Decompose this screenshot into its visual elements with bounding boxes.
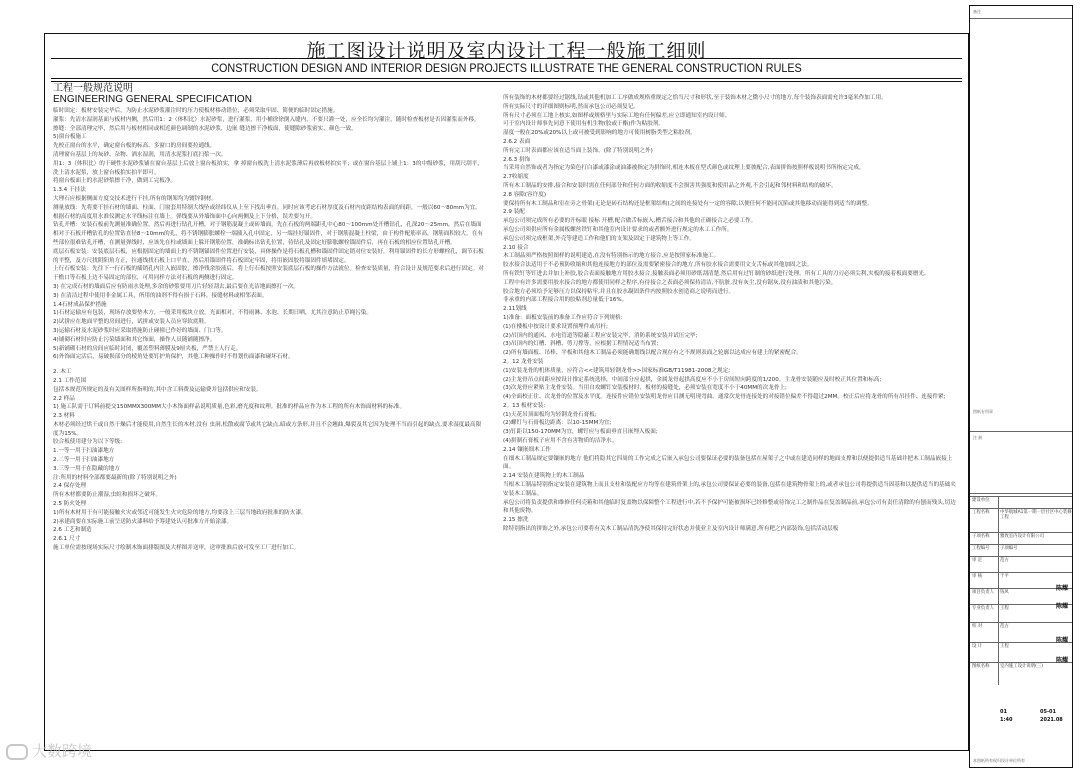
right-paragraph: (3)次龙骨应紧贴主龙骨安装。当用自攻螺钉安装板材时，板材的接缝处，必须安装在宽度不小于40MM的次龙骨上; xyxy=(503,385,787,392)
left-paragraph: 包括本规范所规定的及有关图样所指明的,其中含工料费及运输费并包括供应和安装。 xyxy=(53,386,262,393)
signature-mark: 陈耀 xyxy=(1055,657,1068,664)
title-block-divider xyxy=(970,431,1072,432)
title-block-note-label: 备注 xyxy=(973,9,981,14)
title-block-cell-divider xyxy=(998,557,999,573)
left-paragraph: 2. 木工 xyxy=(53,369,72,376)
title-block xyxy=(969,5,1073,768)
signature-mark: 陈耀 xyxy=(1055,585,1068,592)
right-paragraph: 可于室内设计师事先同意下使用有机生物(胶或干酯)作为粘胶剂。 xyxy=(503,121,664,128)
left-paragraph: 1.3.4 干挂法 xyxy=(53,187,86,194)
left-paragraph: 4)铺砌石材时应防止污染墙面和其它饰面，操作人员随铺随擦净。 xyxy=(53,336,216,343)
right-paragraph: 2.15 擦洗 xyxy=(503,517,529,524)
left-paragraph: 2.2 样品 xyxy=(53,395,75,402)
right-paragraph: 2.6.2 表面 xyxy=(503,138,531,145)
title-block-divider xyxy=(970,18,1072,19)
right-paragraph: 2.7收缩度 xyxy=(503,174,529,181)
right-paragraph: 所有木工制品的安排,接合和安装时需在任何部分和任何方面的收缩度不会损害其强度和使用品之外观,不会引起和邻材料和结构的破坏。 xyxy=(503,182,837,189)
right-paragraph: 胶水接合法适用于不必预防收缩和其他连接地方的部位及需要紧密接合的地方,所有胶水接合需要用文支舌标或其他加固之法。 xyxy=(503,262,813,269)
watermark-logo-icon xyxy=(6,744,28,760)
drawing-frame xyxy=(44,33,969,751)
left-paragraph: 木材必须经过烘干或自然干燥后才能使用,自然生长的木材,没有 虫洞,松散或腐节或其它缺点,暗或方条形,并且不会翘曲,爆裂及其它因为处理不当而引起的缺点,要求湿度最高限度为15%。 xyxy=(53,421,482,437)
right-paragraph: 胶合地方必须给予足够压力以保持粘牢,并且在胶水凝固条件内按照胶水创造商之说明而进行。 xyxy=(503,288,735,295)
right-paragraph: 2.11划线 xyxy=(503,306,527,313)
title-block-field-value: 雅致室内设计有限公司 xyxy=(1000,534,1044,539)
right-paragraph: 承包公司须完成框架,外壳等建造工作和他们的支架及固定于建筑物上等工作。 xyxy=(503,235,695,242)
title-block-field-value: 王程 xyxy=(1000,644,1009,649)
right-paragraph: 2.10 接合 xyxy=(503,244,529,251)
left-paragraph: 2)承建商要在实际施工前呈送防火漆料给予筹建处认可批准方开始涂漆。 xyxy=(53,518,233,525)
sheet-date: 2021.08 xyxy=(1040,717,1063,723)
right-paragraph: (1)在楼板中按设计要求设置预埋件或吊杆; xyxy=(503,323,608,330)
title-block-field-label: 项目负责人 xyxy=(972,590,994,595)
title-block-register-label: 注 册 xyxy=(973,435,983,440)
title-block-field-label: 子项名称 xyxy=(972,534,990,539)
right-paragraph: 2.6.3 拼饰 xyxy=(503,156,531,163)
left-paragraph: 先校正窗台的水平，确定窗台板的标高、多窗口的房间要拉通线。 xyxy=(53,143,216,150)
right-paragraph: 2。12 龙骨安装 xyxy=(503,358,544,365)
left-paragraph: 2.6.1 尺寸 xyxy=(53,536,81,543)
title-block-field-value: 钱风 xyxy=(1000,590,1009,595)
left-paragraph: 用1：3（体积比）的干硬性水泥砂浆铺在窗台基层上后放上窗台板拍实，拿 掉窗台板洗上清水泥浆薄后再放板材拍实平；或在窗台基层上铺上1：3的中级砂浆，用刮尺刮平，洗上清水泥浆，放上窗台板拍实拍平即可。 xyxy=(53,160,483,176)
left-paragraph: 2.4 保存处理 xyxy=(53,483,87,490)
left-paragraph: 测量放线：先将要干挂石材的墙面、柱面、门窗套用特制大线坠或经纬仪从上至下找出垂直。同时应该考虑石材厚度及石材内皮距结构表面的间距，一般以60～80mm为宜。根据石材的高度用水准仪测定水平线标注在墙上。弹线要从外墙饰面中心向两侧及上下分格，误差要匀开。 xyxy=(53,204,481,220)
title-block-row xyxy=(970,662,1072,685)
left-paragraph: 2.6 工艺和制造 xyxy=(53,527,92,534)
spec-column-right xyxy=(503,94,958,534)
left-paragraph: 大理石应根据侧面方度交技术进行干挂,所有的钢架均为镀锌钢材。 xyxy=(53,195,217,202)
left-paragraph: 2.5 防火处理 xyxy=(53,501,87,508)
left-paragraph: 2.1 工作范围 xyxy=(53,377,87,384)
title-block-field-label: 建设单位 xyxy=(972,498,990,503)
sheet-scale: 1:40 xyxy=(1000,717,1013,723)
title-block-field-value: 室内施工设计说明(三) xyxy=(1000,664,1043,669)
right-paragraph: 所有尺寸必须在工地上核实,如图样或规格里与实际工地有任何偏差,应立即通知室内设计师。 xyxy=(503,112,731,119)
right-paragraph: 当采用自然饰或者为指定为染色打白漆或漆涂或油漆被指定为拼饰时,相连木板在型式颜色或纹理上要彼配合,表面拼饰按照样板说明书所指定完成。 xyxy=(503,165,865,172)
right-paragraph: (3)钉距以150-170MM为宜，螺钉应与板面垂直且嵌埋入板面; xyxy=(503,429,658,436)
title-block-row xyxy=(970,508,1072,533)
document-title-cn: 施工图设计说明及室内设计工程一般施工细则 xyxy=(306,40,707,62)
right-paragraph: 所有铁钉等钉进去并加上补胶,胶合表面接触地方用胶水接合,接触表面必须用砂纸刮清楚,然后用有过钉制的砂纸进行处理。所有工具的刀刃必须尖利,夹板的接着板面要磨光。 xyxy=(503,270,930,277)
left-paragraph: 5)新铺砌石材的房间应临时封闭，覆盖塑料薄膜及9厘夹板，严禁上人行走。 xyxy=(53,345,242,352)
title-block-field-value: 王程 xyxy=(1000,606,1009,611)
left-paragraph: 1.4石材成品保护措施 xyxy=(53,301,107,308)
right-paragraph: (2)所有墙面板、吊棒、平板和其他木工制品必须能确划线以配合现存有之不规则表面之轮廓以达成应有建上的紧密配合。 xyxy=(503,350,802,357)
title-block-field-label: 设 计 xyxy=(972,644,983,649)
watermark xyxy=(6,740,92,761)
right-paragraph: 在细木工制品规定要镶嵌的地方 他们将隐其它四周的工作完成之后嵌入承包公司要保证必要的装备包括在屋架子之中或在建造同样的地面支撑和以便提供适当基础并把木工制品嵌接上面。 xyxy=(503,455,953,471)
right-paragraph: 1)准备：面板安装前的准备工作应符合下列规格: xyxy=(503,314,623,321)
left-paragraph: 1)石材运输应有包装，现场存放要垫木方，一般采用板块立放，光面相对，不得雨淋、水泡、长期日晒，尤其注意防止草绳污染。 xyxy=(53,310,372,317)
title-block-field-label: 工程编号 xyxy=(972,546,990,551)
sheet-drawing-no: 01 xyxy=(1000,709,1007,715)
right-paragraph: 非承重的内部工程接合用的胶粘剂总量低于16%。 xyxy=(503,297,628,304)
title-block-divider xyxy=(970,493,1072,494)
left-paragraph: 2.3 材料 xyxy=(53,413,75,420)
left-paragraph: 钻孔开槽：安装石板前先测量准确位置，然后再进行钻孔开槽，对于钢筋混凝土或砖墙面，先在石板的两端距孔中心80～100mm处开槽钻孔，孔深20～25mm，然后在墙面相对于石板开槽钻孔的位置钻直径8～10mm的孔，将不锈钢膨胀螺栓一端插入孔中固定，另一端挂好锚固件，对于钢筋混凝土柱梁，由于构件配筋率高，钢筋面积较大，在有些部位很难钻孔开槽，在测量弹线时，应该先在柱或墙面上躲开钢筋位置，准确标出钻孔位置，待钻孔及固定好膨胀螺栓锚固件后，再在石板的相应位置钻孔开槽。 xyxy=(53,222,483,246)
left-paragraph: 所有木材都要防止潮湿,虫蛀和损坏之破坏。 xyxy=(53,492,162,499)
title-block-cell-divider xyxy=(998,589,999,605)
left-paragraph: 2.二等一用于扫油漆地方 xyxy=(53,457,115,464)
left-paragraph: 上行石板安装：先往下一行石板的插销孔内注入嵌固胶，擦净残余胶液后，将上行石板按照安装底层石板的操作方法就位。检查安装质量，符合设计及规范要求后进行固定。对于檐口等石板上边不易固定的部位，可用同样方法对石板的两侧进行固定。 xyxy=(53,266,484,282)
title-block-field-value: 子项编号 xyxy=(1000,546,1018,551)
spec-column-left xyxy=(53,81,486,553)
title-block-field-label: 专业负责人 xyxy=(972,606,994,611)
right-column-body xyxy=(503,94,958,534)
right-paragraph: (1)天花吊顶面板均为轻钢龙骨石膏板; xyxy=(503,411,597,418)
title-block-bottom-note: 本图纸所有权归设计单位所有 xyxy=(973,758,1025,763)
left-paragraph: 擦缝：全部清理完毕，然后用与板材相同或相近颜色调制的水泥砂浆，边嵌 缝边擦干净板面，使缝隙砂浆密实、颜色一致。 xyxy=(53,125,357,132)
right-paragraph: 所有完工时表面都应该在适当面上装饰。(除了特别说明之外) xyxy=(503,147,653,154)
left-paragraph: 注:所用的材料全部都要最新的(除了特别说明之外) xyxy=(53,474,177,481)
left-paragraph: 1) 施工队需于订料前提交150MMX300MM大小木饰面样品说明质量,色彩,磨光度和纹理。批准的样品应作为本工程的所有木饰面材料的标准。 xyxy=(53,404,406,411)
left-paragraph: 灌浆：先清水湿润基面与板材内侧，然后用1：2（体积比）水泥砂浆，进行灌浆，用小桶徐徐倒入缝内，不要只灌一处，应全长均匀灌注，随时检查板材是否因灌浆而外移。 xyxy=(53,116,480,123)
left-paragraph: 3.三等一用于在隐藏的地方 xyxy=(53,465,120,472)
left-paragraph: 3) 在清洁过程中使用非金属工具，所用的油剂不得有损于石料，接缝材料或相邻表面。 xyxy=(53,292,268,299)
title-block-field-value: 于平 xyxy=(1000,574,1009,579)
right-paragraph: 工程中有许多需要用胶水接合的地方都使用同样之程序,有待接合之表面必须保持清洁,不肮脏,没有灰尘,没有锯灰,没有油渍和其他污染。 xyxy=(503,279,837,286)
section-heading-en: ENGINEERING GENERAL SPECIFICATION xyxy=(53,94,252,105)
title-block-field-value: 中华航城A1第一期一层社区中心装修工程 xyxy=(1000,510,1072,520)
title-block-field-label: 校 对 xyxy=(972,624,983,629)
left-paragraph: 6)外饰面完活后，易破损部分的棱角处要钉护角保护，其他工种操作时不得划伤面漆和碰坏石材。 xyxy=(53,354,294,361)
title-block-cell-divider xyxy=(998,509,999,533)
left-paragraph: 施工单位需按现场实际尺寸绘制木饰面排版图及大样图并送审，送审批准后放可发至工厂进行加工。 xyxy=(53,545,300,552)
left-paragraph: 5)窗台板施工 xyxy=(53,134,87,141)
right-paragraph: (4)全面校正住、次龙骨的位置及水平度。连接件应错位安装明龙骨应目测无明现弯曲。通常次龙骨连接处的对接错位偏差不得超过2MM。校正后应将龙骨的所有吊挂件、连接件紧; xyxy=(503,394,946,401)
title-block-field-label: 审 定 xyxy=(972,558,983,563)
title-divider xyxy=(51,58,962,59)
left-column-body xyxy=(53,107,486,553)
right-paragraph: 所有实际尺寸的详细图则标明,然而承包公司必须复记。 xyxy=(503,103,640,110)
title-block-cell-divider xyxy=(998,623,999,643)
right-paragraph: 除特别指出的拼饰之外,承包公司要将有关木工制品清洗净使其保持完好状态并使业主及室内设计师满意,所有粑之内部装饰,包括活动层板 xyxy=(503,526,839,533)
title-block-row xyxy=(970,556,1072,573)
right-paragraph: 当根木工制品特别指定安装在建筑物上而且支柱和装配应方均等在建筑骨架上的,承包公司要保证必要的装备,包括在建筑物骨架上的,或者承包公司将提供适当固基和以提供适当的基础夹安装木工制品。 xyxy=(503,482,956,497)
title-block-cell-divider xyxy=(998,573,999,589)
right-paragraph: 2。13 板材安装: xyxy=(503,402,546,409)
title-block-stamp-label: 图纸专用章 xyxy=(973,409,993,414)
right-paragraph: 2.14 安装在建筑物上的木工制品 xyxy=(503,473,585,480)
right-paragraph: 2.9 装配 xyxy=(503,209,525,216)
left-paragraph: 临时固定：板材安装完毕后，为防止水泥砂浆灌注时的压力使板材移动错位，必须采取牢固、简便的临时固定措施。 xyxy=(53,108,339,114)
signature-mark: 陈耀 xyxy=(1055,637,1068,644)
right-paragraph: 要保持所有木工制品和室在旁之骨架(无论是砖石结构还是框架结构)之间的连接处有一定的容隙,以便任何不能同沉陷或其他移动而能得到适当的调整。 xyxy=(503,200,873,207)
left-paragraph: 3)运输石材及水泥砂浆时应采取措施防止碰撞已作好的墙面、门口等。 xyxy=(53,327,227,334)
right-paragraph: 承包公司须完成所有必要的开标眼 接标 开槽,配合做舌标嵌入,槽舌接合和其他的正确接合之必要工作。 xyxy=(503,218,757,225)
document-title-en: CONSTRUCTION DESIGN AND INTERIOR DESIGN PROJECTS ILLUSTRATE THE GENERAL CONSTRUCTION RULES xyxy=(211,62,802,75)
right-paragraph: (2)螺钉与石膏板边距离：以10-15MM为宜; xyxy=(503,420,612,427)
title-block-field-value: 范古 xyxy=(1000,558,1009,563)
left-paragraph: 2)试拼应在地面平整的房间进行，试拼或安装人员应穿软底鞋。 xyxy=(53,319,210,326)
right-paragraph: 2.14 镶嵌细木工作 xyxy=(503,446,551,453)
title-block-field-label: 工程名称 xyxy=(972,510,990,515)
section-heading-cn: 工程一般规范说明 xyxy=(53,83,133,94)
title-block-field-label: 审 核 xyxy=(972,574,983,579)
title-block-cell-divider xyxy=(998,643,999,663)
title-block-field-label: 图纸名称 xyxy=(972,664,990,669)
signature-mark: 陈耀 xyxy=(1055,603,1068,610)
right-paragraph: 承包公司将负责提供和维修任何壳箱和其他临时复盖物以保障整个工程进行中,若不予保护可能被损坏已经修整或待饰完工之制作品在复盖制品前,承包公司有责任清除的有刨而残头,切边和其他废物。 xyxy=(503,499,956,515)
left-paragraph: 胶合板使用建分为以下等级: xyxy=(53,439,123,446)
title-block-field-value: 范古 xyxy=(1000,624,1009,629)
right-paragraph: 2.8 容隙(容许度) xyxy=(503,191,547,198)
left-paragraph: 将窗台板面上的水泥砂浆擦干净，做到工完板净。 xyxy=(53,178,177,185)
sheet-page: 05-01 xyxy=(1040,709,1056,715)
left-paragraph: 底层石板安装：安装底层石板，应根据固定的墙面上的不锈钢锚固件位置进行安装，具体操作是将石板孔槽和锚固件固定销对位安装好，利用锚固件的长方形螺栓孔，调节石板的平整，及方尺找阴阳角方正，拉通线找石板上口平直，然后用锚固件将石板固定牢固，将用嵌固胶将锚固件填堵固定。 xyxy=(53,248,484,264)
right-paragraph: (3)吊顶内的灯槽、斜槽、剪刀撑等，应根据工程情况适当布置; xyxy=(503,341,659,348)
right-paragraph: (1)安装龙骨的机体质量，应符合<<建筑用轻钢龙骨>>国家标准GB/T11981-2008之规定; xyxy=(503,367,731,374)
right-paragraph: (4)拼制石膏板子应用不含有害物质的洁净水。 xyxy=(503,438,618,445)
title-block-cell-divider xyxy=(998,605,999,623)
right-paragraph: (2)吊顶内的通风、水电管道等隐蔽工程应安装完毕，消防系统安装并试压完毕; xyxy=(503,332,698,339)
right-paragraph: 木工制品须严格按照图样的说明建造,在没有特别指示的地方接合,应是按照家标准施工。 xyxy=(503,253,720,260)
left-paragraph: 1.一等一用于扫油漆地方 xyxy=(53,448,115,455)
right-paragraph: (2)主龙骨吊点间距应按设计推定系统选择，中间部分应起拱，金属龙骨起拱高度应不小于房间短向跨度的1/200。主龙骨安装随应及时校正其位置和标高; xyxy=(503,376,882,383)
watermark-text: 大数跨境 xyxy=(32,742,93,760)
title-block-cell-divider xyxy=(998,663,999,685)
left-paragraph: 清理窗台基层上的灰砂、杂物、洒水湿润，用清水泥浆打底扫浆一次。 xyxy=(53,151,227,158)
left-paragraph: 1)所有木材用于有可能接触火灾或邻近可能发生火灾危险的地方,均要涂上三层当地政府批准的防火漆。 xyxy=(53,509,307,516)
header-rule-top xyxy=(51,78,962,79)
left-paragraph: 3) 在完成石材的墙面后应有防雨水处理,多余的砂浆要用刀片轻轻刮去,最后要在光洁地面擦打一次。 xyxy=(53,283,300,290)
right-paragraph: 承包公司须供应所有金属板螺丝铁钉和其他室内设计要求的或者额外进行规定的木工工作所。 xyxy=(503,226,733,233)
right-paragraph: 湿度一般在20%或20%以上或可被受到影响的地方可使用树脂类型之粘胶剂。 xyxy=(503,130,696,137)
right-paragraph: 所有装饰的木材都要经过锯线,钻或其他机加工工序做成规格重规定之恰当尺寸和形状,至于装饰木材之微小尺寸的地方,每个装饰表面需允许3毫米作加工用。 xyxy=(503,95,887,101)
